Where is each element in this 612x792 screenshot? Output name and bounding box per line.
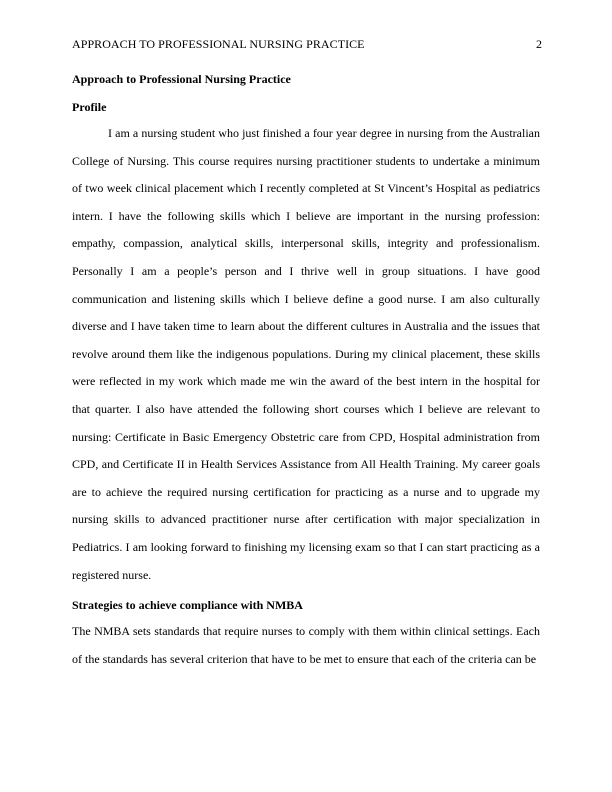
strategies-paragraph: The NMBA sets standards that require nurses to comply with them within clinical settings. Each of the standards has several criterion that have to be met to ensure that each of the criteria can be [72,624,540,666]
page-number: 2 [536,37,542,51]
document-title: Approach to Professional Nursing Practice [72,72,291,86]
section-heading-strategies: Strategies to achieve compliance with NMBA [72,598,303,612]
profile-paragraph: I am a nursing student who just finished a four year degree in nursing from the Australian College of Nursing. This course requires nursing practitioner students to undertake a minimum of two week clinical placement which I recently completed at St Vincent’s Hospital as pediatrics intern. I have the following skills which I believe are important in the nursing profession: empathy, compassion, analytical skills, interpersonal skills, integrity and professionalism. Personally I am a people’s person and I thrive well in group situations. I have good communication and listening skills which I believe define a good nurse. I am also culturally diverse and I have taken time to learn about the different cultures in Australia and the issues that revolve around them like the indigenous populations. During my clinical placement, these skills were reflected in my work which made me win the award of the best intern in the hospital for that quarter. I also have attended the following short courses which I believe are relevant to nursing: Certificate in Basic Emergency Obstetric care from CPD, Hospital administration from CPD, and Certificate II in Health Services Assistance from All Health Training. My career goals are to achieve the required nursing certification for practicing as a nurse and to upgrade my nursing skills to advanced practitioner nurse after certification with major specialization in Pediatrics. I am looking forward to finishing my licensing exam so that I can start practicing as a registered nurse. [72,126,540,582]
running-head: APPROACH TO PROFESSIONAL NURSING PRACTICE [72,37,365,51]
section-heading-profile: Profile [72,100,107,114]
